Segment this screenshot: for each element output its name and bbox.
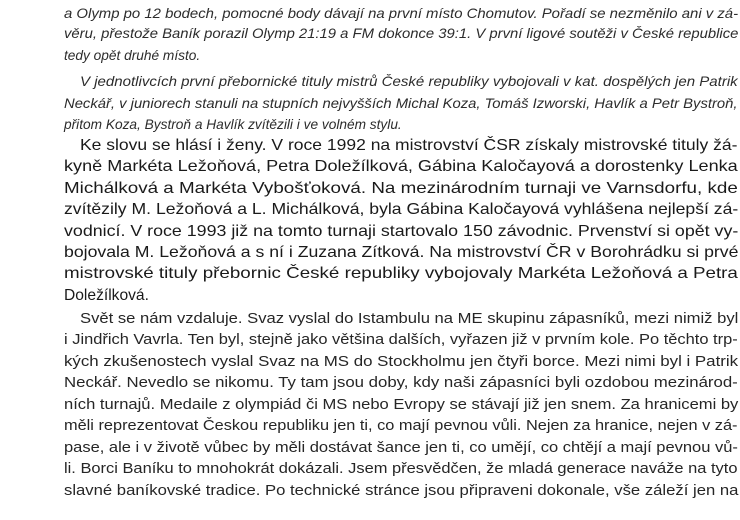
text-line: Doležílková.	[64, 287, 149, 304]
text-line: slavné baníkovské tradice. Po technické stránce jsou připraveni dokonale, vše záleží jen na	[64, 483, 739, 499]
text-line: li. Borci Baníku to mnohokrát dokázali. Jsem přesvědčen, že mladá generace naváže na tyto	[64, 461, 738, 477]
text-line: bojovala M. Ležoňová a s ní i Zuzana Zítková. Na mistrovství ČR v Borohrádku si prvé	[64, 244, 739, 261]
text-line: Ke slovu se hlásí i ženy. V roce 1992 na mistrovství ČSR získaly mistrovské tituly žá-	[80, 137, 738, 154]
text-line: i Jindřich Vavrla. Ten byl, stejně jako většina dalších, vyřazen již v prvním kole. Po těchto trp-	[64, 332, 738, 348]
text-line: mistrovské tituly přebornic České republiky vybojovaly Markéta Ležoňová a Petra	[64, 265, 738, 282]
text-line: vodnicí. V roce 1993 již na tomto turnaji startovalo 150 závodnic. Prvenství si opět vy-	[64, 223, 739, 240]
text-line: tedy opět druhé místo.	[64, 48, 201, 63]
text-line: přitom Koza, Bystroň a Havlík zvítězili i ve volném stylu.	[64, 117, 402, 132]
text-line: pase, ale i v životě vůbec by měli dostávat šance jen ti, co umějí, co chtějí a mají pevnou vů-	[64, 440, 738, 456]
text-line: kých zkušenostech vyslal Svaz na MS do Stockholmu jen čtyři borce. Mezi nimi byl i Patrik	[64, 354, 739, 370]
text-line: Neckář, v juniorech stanuli na stupních nejvyšších Michal Koza, Tomáš Izworski, Havlík a Petr Bystroň,	[64, 96, 738, 111]
text-line: kyně Markéta Ležoňová, Petra Doležílková, Gábina Kaločayová a dorostenky Lenka	[64, 158, 738, 175]
text-line: ních turnajů. Medaile z olympiád či MS nebo Evropy se stávají již jen snem. Za hranicemi by	[64, 397, 739, 413]
text-line: měli reprezentovat Českou republiku jen ti, co mají pevnou vůli. Nejen za hranice, nejen v zá-	[64, 418, 738, 434]
text-line: V jednotlivcích první přebornické tituly mistrů České republiky vybojovali v kat. dospělých jen Patrik	[80, 74, 738, 89]
text-line: Neckář. Nevedlo se nikomu. Ty tam jsou doby, kdy naši zápasníci byli ozdobou mezinárod-	[64, 375, 738, 391]
text-line: Michálková a Markéta Vybošťoková. Na mezinárodním turnaji ve Varnsdorfu, kde	[64, 180, 738, 197]
text-line: věru, přestože Baník porazil Olymp 21:19 a FM dokonce 39:1. V první ligové soutěži v České republice	[64, 26, 739, 41]
text-line: a Olymp po 12 bodech, pomocné body dávají na první místo Chomutov. Pořadí se nezměnilo ani v zá-	[64, 6, 739, 21]
text-line: zvítězily M. Ležoňová a L. Michálková, byla Gábina Kaločayová vyhlášena nejlepší zá-	[64, 201, 739, 218]
text-line: Svět se nám vzdaluje. Svaz vyslal do Istambulu na ME skupinu zápasníků, mezi nimiž byl	[80, 311, 739, 327]
